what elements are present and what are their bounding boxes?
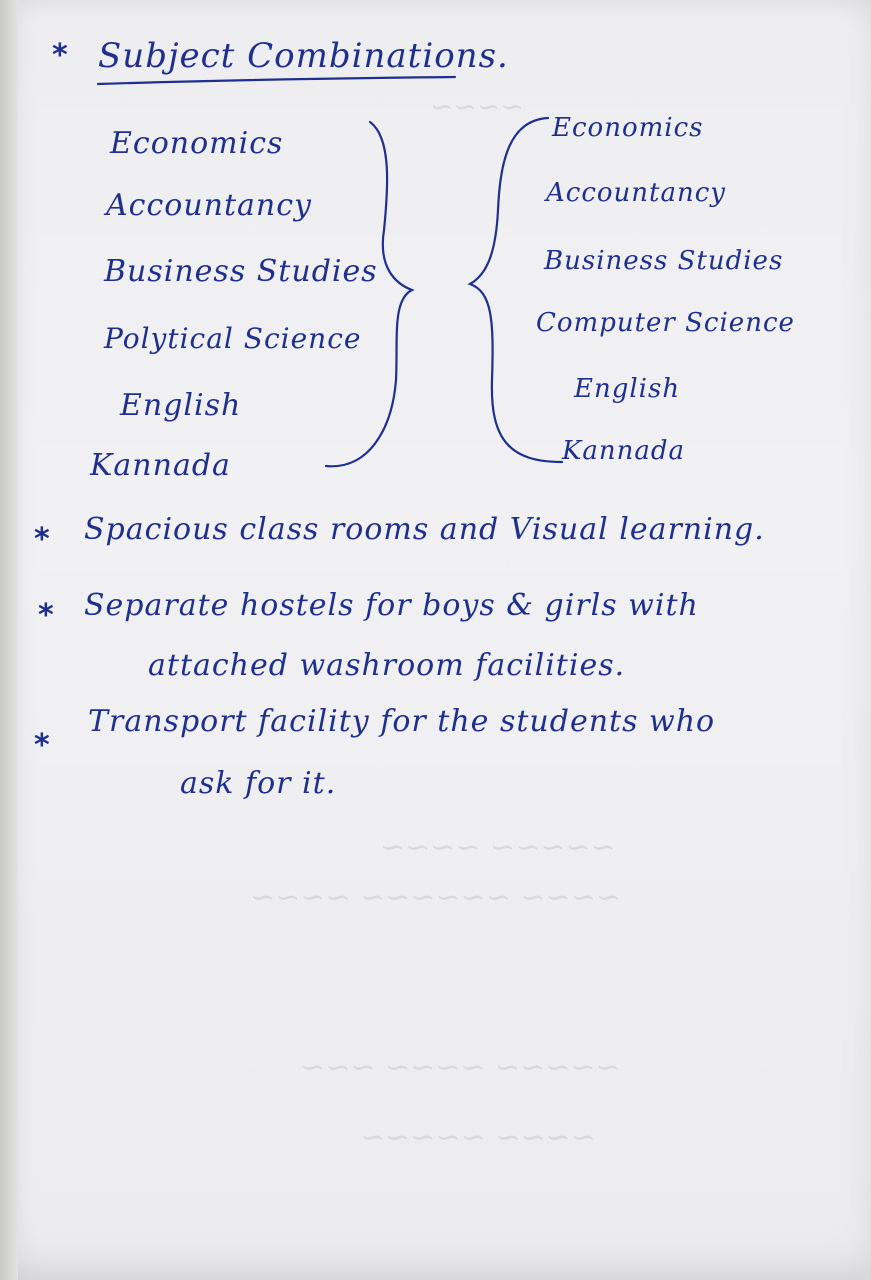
heading-bullet: * bbox=[52, 38, 68, 73]
left-subject-business-studies: Business Studies bbox=[104, 254, 378, 289]
right-brace bbox=[470, 118, 562, 462]
left-subject-economics: Economics bbox=[110, 126, 284, 161]
left-subject-kannada: Kannada bbox=[90, 448, 231, 483]
title-underline bbox=[98, 77, 455, 84]
left-subject-english: English bbox=[120, 388, 242, 423]
right-subject-english: English bbox=[574, 374, 681, 404]
left-subject-accountancy: Accountancy bbox=[106, 188, 312, 223]
point-2-bullet: * bbox=[38, 598, 54, 633]
right-subject-accountancy: Accountancy bbox=[546, 178, 726, 208]
page-edge bbox=[0, 0, 18, 1280]
bleed-through-mark: ~~~~~ ~~~~ ~~~ bbox=[300, 1050, 621, 1085]
point-1-line-1: Spacious class rooms and Visual learning. bbox=[84, 512, 765, 547]
right-subject-kannada: Kannada bbox=[562, 436, 686, 466]
left-subject-political-science: Polytical Science bbox=[104, 322, 362, 355]
point-3-bullet: * bbox=[34, 728, 50, 763]
right-subject-economics: Economics bbox=[552, 113, 704, 143]
point-1-bullet: * bbox=[34, 522, 50, 557]
point-3-line-1: Transport facility for the students who bbox=[88, 704, 716, 739]
point-2-line-2: attached washroom facilities. bbox=[148, 648, 626, 683]
bleed-through-mark: ~~~~ bbox=[430, 90, 524, 123]
section-title: Subject Combinations. bbox=[98, 36, 509, 76]
left-brace bbox=[326, 122, 412, 466]
right-subject-business-studies: Business Studies bbox=[544, 246, 784, 276]
point-3-line-2: ask for it. bbox=[180, 766, 337, 801]
point-2-line-1: Separate hostels for boys & girls with bbox=[84, 588, 699, 623]
bleed-through-mark: ~~~~~ ~~~~ bbox=[380, 830, 616, 865]
right-subject-computer-science: Computer Science bbox=[536, 308, 795, 338]
bleed-through-mark: ~~~~ ~~~~~ bbox=[360, 1120, 596, 1155]
bleed-through-mark: ~~~~ ~~~~~~ ~~~~ bbox=[250, 880, 621, 915]
